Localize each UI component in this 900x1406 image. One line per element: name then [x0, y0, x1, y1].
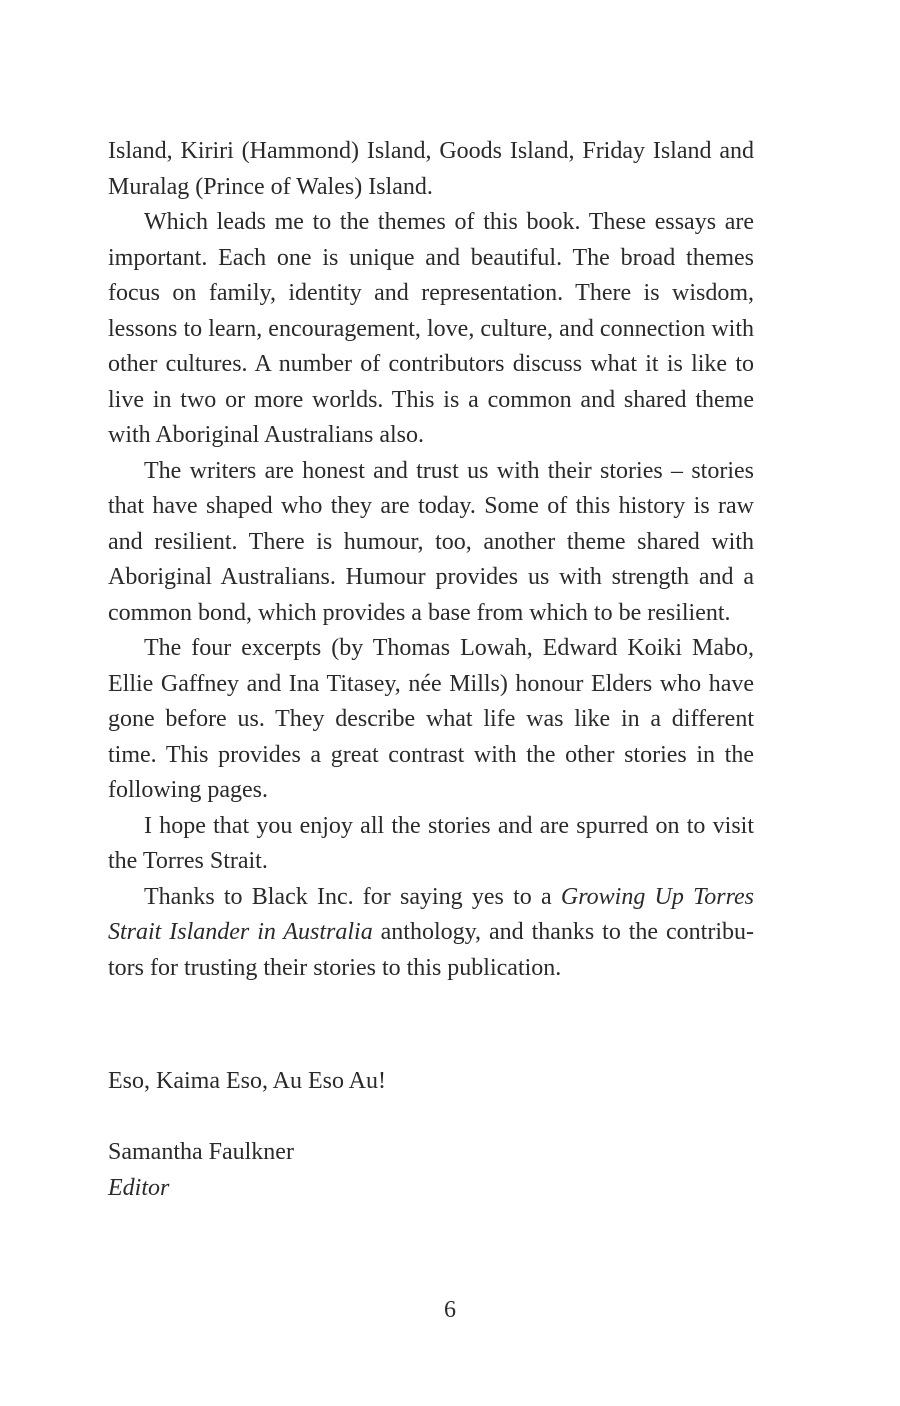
paragraph-themes: Which leads me to the themes of this book. These essays are important. Each one is unique and beautiful. The broad themes focus on family, identity and representation. There is wisdom, lessons to learn, encouragement, love, culture, and connection with other cultures. A number of contributors discuss what it is like to live in two or more worlds. This is a common and shared theme with Aboriginal Australians also. — [108, 209, 754, 448]
paragraph-hope: I hope that you enjoy all the stories and are spurred on to visit the Torres Strait. — [108, 812, 754, 874]
paragraph-excerpts: The four excerpts (by Thomas Lowah, Edward Koiki Mabo, Ellie Gaffney and Ina Titasey, née Mills) honour Elders who have gone before us. They describe what life was like in a different time. This provides a great contrast with the other stories in the following pages. — [108, 635, 754, 803]
closing-block — [108, 1064, 754, 1206]
paragraph-thanks — [108, 880, 754, 987]
body-text — [108, 134, 754, 986]
author-role: Editor — [108, 1174, 170, 1201]
paragraph-continuation: Island, Kiriri (Hammond) Island, Goods Island, Friday Island and Muralag (Prince of Wales) Island. — [108, 138, 754, 200]
thanks-text-before: Thanks to Black Inc. for saying yes to a — [144, 883, 561, 910]
signoff-greeting: Eso, Kaima Eso, Au Eso Au! — [108, 1068, 386, 1094]
thanks-text-after: anthology, and thanks to the contributors for trusting their stories to this publication. — [108, 919, 754, 981]
page-number: 6 — [444, 1297, 456, 1323]
author-name: Samantha Faulkner — [108, 1139, 294, 1165]
book-title: Growing Up Torres Strait Islander in Australia — [108, 883, 755, 945]
paragraph-writers: The writers are honest and trust us with their stories – stories that have shaped who they are today. Some of this history is raw and resilient. There is humour, too, another theme shared with Aboriginal Australians. Humour provides us with strength and a common bond, which provides a base from which to be resilient. — [108, 457, 754, 626]
